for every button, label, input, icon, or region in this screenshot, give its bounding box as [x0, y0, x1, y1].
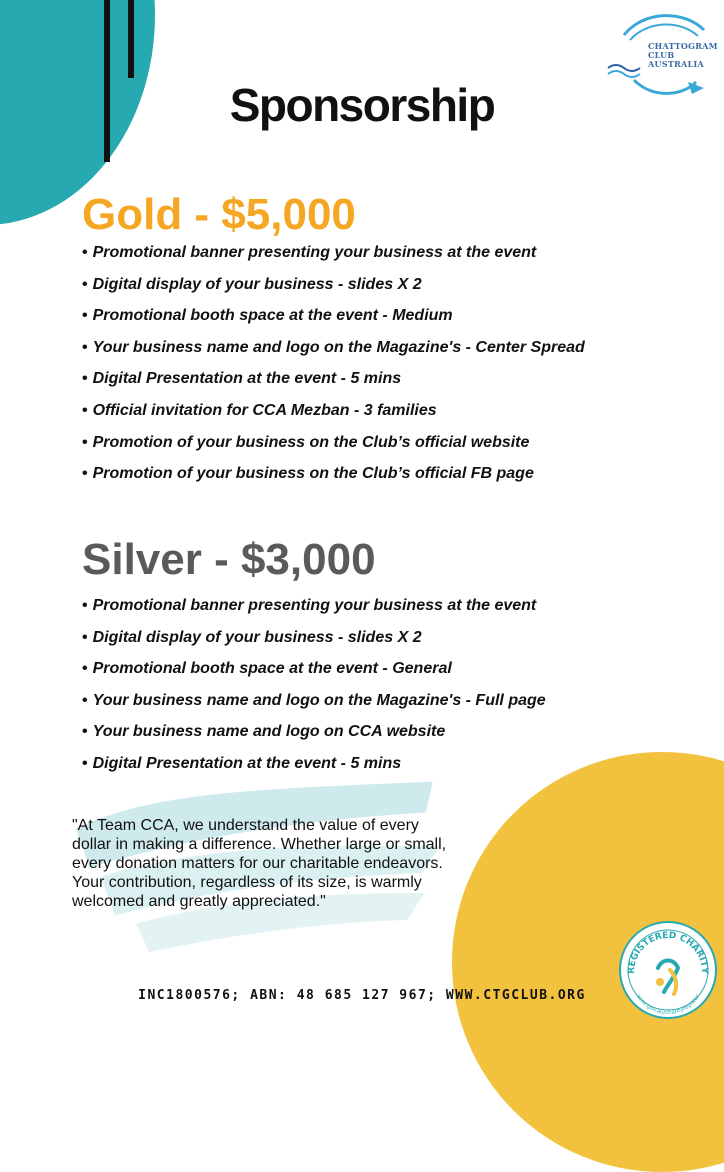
club-logo-text: CHATTOGRAM CLUB AUSTRALIA	[648, 41, 718, 69]
silver-tier-heading: Silver - $3,000	[82, 535, 376, 584]
silver-benefits-list	[82, 596, 546, 786]
gold-benefits-list	[82, 243, 585, 496]
team-quote: "At Team CCA, we understand the value of every dollar in making a difference. Whether large or small, every donation matters for our charitable endeavors. Your contribution, regardless of its size, is warmly welcomed and greatly appreciated."	[72, 817, 447, 910]
list-item: • Promotional banner presenting your business at the event	[82, 244, 537, 261]
list-item: • Promotion of your business on the Club’s official website	[82, 433, 530, 451]
svg-text:acnc.gov.au/charityregister: acnc.gov.au/charityregister	[635, 993, 701, 1017]
list-item: • Promotional banner presenting your business at the event	[82, 597, 537, 614]
list-item: • Digital Presentation at the event - 5 mins	[82, 370, 402, 388]
list-item: • Your business name and logo on the Magazine's - Full page	[82, 691, 546, 709]
list-item: • Promotion of your business on the Club’s official FB page	[82, 465, 534, 483]
gold-tier-heading: Gold - $5,000	[82, 190, 356, 239]
list-item: • Your business name and logo on the Magazine's - Center Spread	[82, 338, 585, 356]
list-item: • Digital display of your business - slides X 2	[82, 628, 422, 646]
svg-text:REGISTERED CHARITY: REGISTERED CHARITY	[626, 930, 710, 975]
list-item: • Promotional booth space at the event - General	[82, 660, 452, 678]
page-title: Sponsorship	[229, 79, 495, 131]
list-item: • Your business name and logo on CCA website	[82, 723, 446, 741]
list-item: • Digital display of your business - slides X 2	[82, 275, 422, 293]
footer-registration: INC1800576; ABN: 48 685 127 967; WWW.CTGCLUB.ORG	[138, 988, 586, 1003]
list-item: • Promotional booth space at the event - Medium	[82, 307, 453, 325]
list-item: • Official invitation for CCA Mezban - 3 families	[82, 401, 437, 419]
decor-bar-short	[128, 0, 134, 78]
list-item: • Digital Presentation at the event - 5 mins	[82, 754, 402, 772]
registered-charity-badge	[618, 920, 718, 1020]
